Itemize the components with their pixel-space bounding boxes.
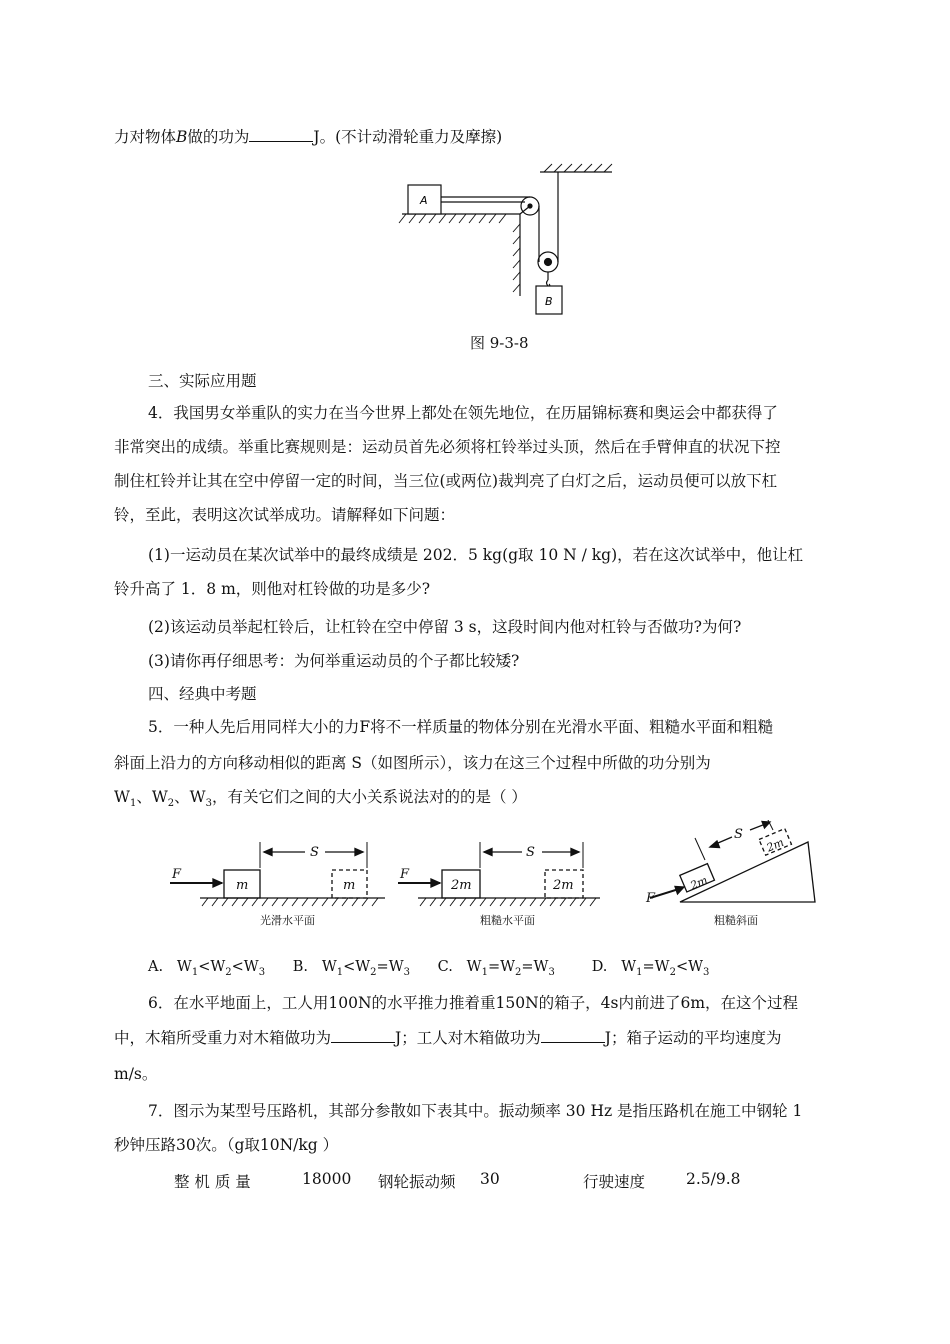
option-d[interactable]: D. $W_1=W_2<W_3$: [591, 959, 710, 978]
figure-caption: 图 9-3-8: [470, 334, 529, 352]
spec-mass-value: 18000: [302, 1170, 352, 1188]
q4-line1: 4．我国男女举重队的实力在当今世界上都处在领先地位，在历届锦标赛和奥运会中都获得了: [148, 404, 778, 422]
q5-line3-rest: ，有关它们之间的大小关系说法对的的是（ ）: [211, 788, 527, 806]
spec-freq-value: 30: [480, 1170, 500, 1188]
mass-label-1b: m: [343, 878, 356, 893]
label-a: A: [420, 194, 428, 207]
mass-label-3b: 2m: [764, 835, 786, 855]
q5-line2: 斜面上沿力的方向移动相似的距离 S（如图所示），该力在这三个过程中所做的功分别为: [114, 754, 711, 772]
spec-mass-label: 整 机 质 量: [174, 1173, 251, 1191]
option-a[interactable]: A. $W_1<W_2<W_3$: [148, 959, 266, 978]
section-heading-3: 三、实际应用题: [148, 372, 257, 390]
q6-line3: m/s。: [114, 1065, 158, 1083]
mass-label-2b: 2m: [553, 878, 574, 893]
distance-label-1: S: [310, 845, 319, 860]
pulley-figure: [380, 162, 620, 322]
mass-label-3: 2m: [688, 873, 710, 893]
sub-1: 1: [129, 798, 137, 810]
option-c[interactable]: C. $W_1=W_2=W_3$: [437, 959, 555, 978]
force-label-3: F: [646, 891, 656, 906]
q6-text-a: 中，木箱所受重力对木箱做功为: [114, 1029, 332, 1047]
label-b: B: [545, 295, 553, 308]
panel-label-incline: 粗糙斜面: [714, 914, 758, 927]
q3-tail-line: [114, 126, 502, 148]
q4-part2: (2)该运动员举起杠铃后，让杠铃在空中停留 3 s，这段时间内他对杠铃与否做功?为何?: [148, 618, 742, 636]
w3: 、W: [174, 788, 206, 806]
q6-line2: [114, 1027, 781, 1049]
q4-part1-line2: 铃升高了 1．8 m，则他对杠铃做的功是多少?: [114, 580, 431, 598]
spec-freq-label: 钢轮振动频: [378, 1173, 456, 1191]
mass-label-2: 2m: [451, 878, 472, 893]
q3-text-after: J。(不计动滑轮重力及摩擦): [313, 128, 503, 146]
q4-part1-line1: (1)一运动员在某次试举中的最终成绩是 202．5 kg(g取 10 N / kg)，若在这次试举中，他让杠: [148, 546, 804, 564]
mass-label-1: m: [236, 878, 249, 893]
sub-3: 3: [205, 798, 212, 810]
q5-line3: [114, 786, 527, 815]
q6-line1: 6．在水平地面上，工人用100N的水平推力推着重150N的箱子，4s内前进了6m，在这个过程: [148, 994, 799, 1012]
spec-speed-value: 2.5/9.8: [686, 1170, 741, 1188]
q7-line1: 7．图示为某型号压路机，其部分参散如下表其中。振动频率 30 Hz 是指压路机在施工中钢轮 1: [148, 1102, 803, 1120]
force-label-2: F: [400, 867, 410, 882]
panel-label-rough: 粗糙水平面: [480, 914, 535, 927]
q4-line3: 制住杠铃并让其在空中停留一定的时间，当三位(或两位)裁判亮了白灯之后，运动员便可以放下杠: [114, 472, 778, 490]
spec-speed-label: 行驶速度: [583, 1173, 646, 1191]
force-label-1: F: [172, 867, 182, 882]
q5-line1: 5．一种人先后用同样大小的力F将不一样质量的物体分别在光滑水平面、粗糙水平面和粗糙: [148, 718, 774, 736]
q4-line2: 非常突出的成绩。举重比赛规则是：运动员首先必须将杠铃举过头顶，然后在手臂伸直的状况下控: [114, 438, 781, 456]
q6-text-c: J；箱子运动的平均速度为: [604, 1029, 782, 1047]
distance-label-2: S: [526, 845, 535, 860]
q5-options: [148, 956, 709, 984]
distance-label-3: S: [734, 827, 743, 842]
force-figures: [160, 820, 840, 938]
w1: W: [114, 788, 130, 806]
q6-text-b: J；工人对木箱做功为: [395, 1029, 541, 1047]
q3-var-b: B: [176, 128, 188, 146]
section-heading-4: 四、经典中考题: [148, 685, 257, 703]
sub-2: 2: [167, 798, 175, 810]
panel-label-smooth: 光滑水平面: [260, 914, 315, 927]
q4-part3: (3)请你再仔细思考：为何举重运动员的个子都比较矮?: [148, 652, 520, 670]
w2: 、W: [136, 788, 168, 806]
q4-line4: 铃，至此，表明这次试举成功。请解释如下问题：: [114, 506, 456, 524]
option-b[interactable]: B. $W_1<W_2=W_3$: [292, 959, 410, 978]
q3-text-before: 力对物体: [114, 128, 177, 146]
q7-line2: 秒钟压路30次。（g取10N/kg ）: [114, 1136, 339, 1154]
answer-blank-gravity[interactable]: [331, 1028, 395, 1043]
q3-text-mid: 做的功为: [187, 128, 250, 146]
answer-blank-work[interactable]: [541, 1028, 605, 1043]
answer-blank[interactable]: [249, 127, 313, 142]
